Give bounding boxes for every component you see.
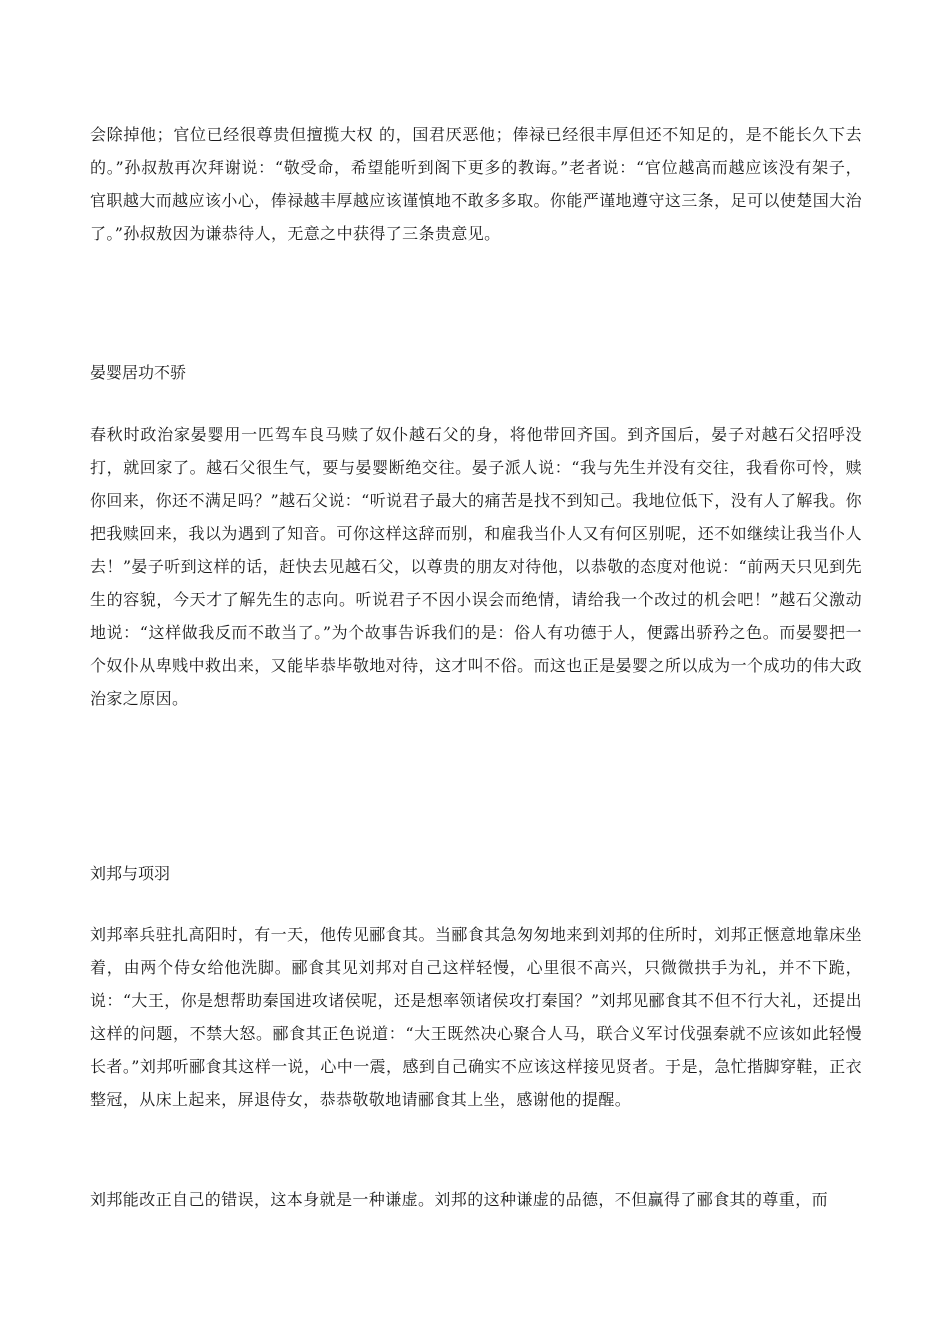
paragraph-liubang-modesty: 刘邦能改正自己的错误，这本身就是一种谦虚。刘邦的这种谦虚的品德，不但赢得了郦食其的尊重，而 <box>90 1190 829 1209</box>
paragraph-liubang-story: 刘邦率兵驻扎高阳时，有一天，他传见郦食其。当郦食其急匆匆地来到刘邦的住所时，刘邦正惬意地靠床坐着，由两个侍女给他洗脚。郦食其见刘邦对自己这样轻慢，心里很不高兴，只微微拱手为礼，并不下跪，说：“大王，你是想帮助秦国进攻诸侯呢，还是想率领诸侯攻打秦国？”刘邦见郦食其不但不行大礼，还提出这样的问题，不禁大怒。郦食其正色说道：“大王既然决心聚合人马，联合义军讨伐强秦就不应该如此轻慢长者。”刘邦听郦食其这样一说，心中一震，感到自己确实不应该这样接见贤者。于是，急忙揩脚穿鞋，正衣整冠，从床上起来，屏退侍女，恭恭敬敬地请郦食其上坐，感谢他的提醒。 <box>90 925 862 1109</box>
section-heading-yanying: 晏婴居功不骄 <box>90 363 187 382</box>
section-heading-liubang: 刘邦与项羽 <box>90 864 171 883</box>
paragraph-yanying-story: 春秋时政治家晏婴用一匹驾车良马赎了奴仆越石父的身，将他带回齐国。到齐国后，晏子对越石父招呼没打，就回家了。越石父很生气，要与晏婴断绝交往。晏子派人说：“我与先生并没有交往，我看你可怜，赎你回来，你还不满足吗？”越石父说：“听说君子最大的痛苦是找不到知己。我地位低下，没有人了解我。你把我赎回来，我以为遇到了知音。可你这样这辞而别，和雇我当仆人又有何区别呢，还不如继续让我当仆人去！”晏子听到这样的话，赶快去见越石父，以尊贵的朋友对待他，以恭敬的态度对他说：“前两天只见到先生的容貌，今天才了解先生的志向。听说君子不因小误会而绝情，请给我一个改过的机会吧！”越石父激动地说：“这样做我反而不敢当了。”为个故事告诉我们的是：俗人有功德于人，便露出骄矜之色。而晏婴把一个奴仆从卑贱中救出来，又能毕恭毕敬地对待，这才叫不俗。而这也正是晏婴之所以成为一个成功的伟大政治家之原因。 <box>90 425 862 708</box>
paragraph-sunshuao-ending: 会除掉他；官位已经很尊贵但擅揽大权 的，国君厌恶他；俸禄已经很丰厚但还不知足的，是不能长久下去的。”孙叔敖再次拜谢说：“敬受命，希望能听到阁下更多的教诲。”老者说：“官位越高而越应该没有架子，官职越大而越应该小心，俸禄越丰厚越应该谨慎地不敢多多取。你能严谨地遵守这三条，足可以使楚国大治了。”孙叔敖因为谦恭待人，无意之中获得了三条贵意见。 <box>90 125 862 243</box>
